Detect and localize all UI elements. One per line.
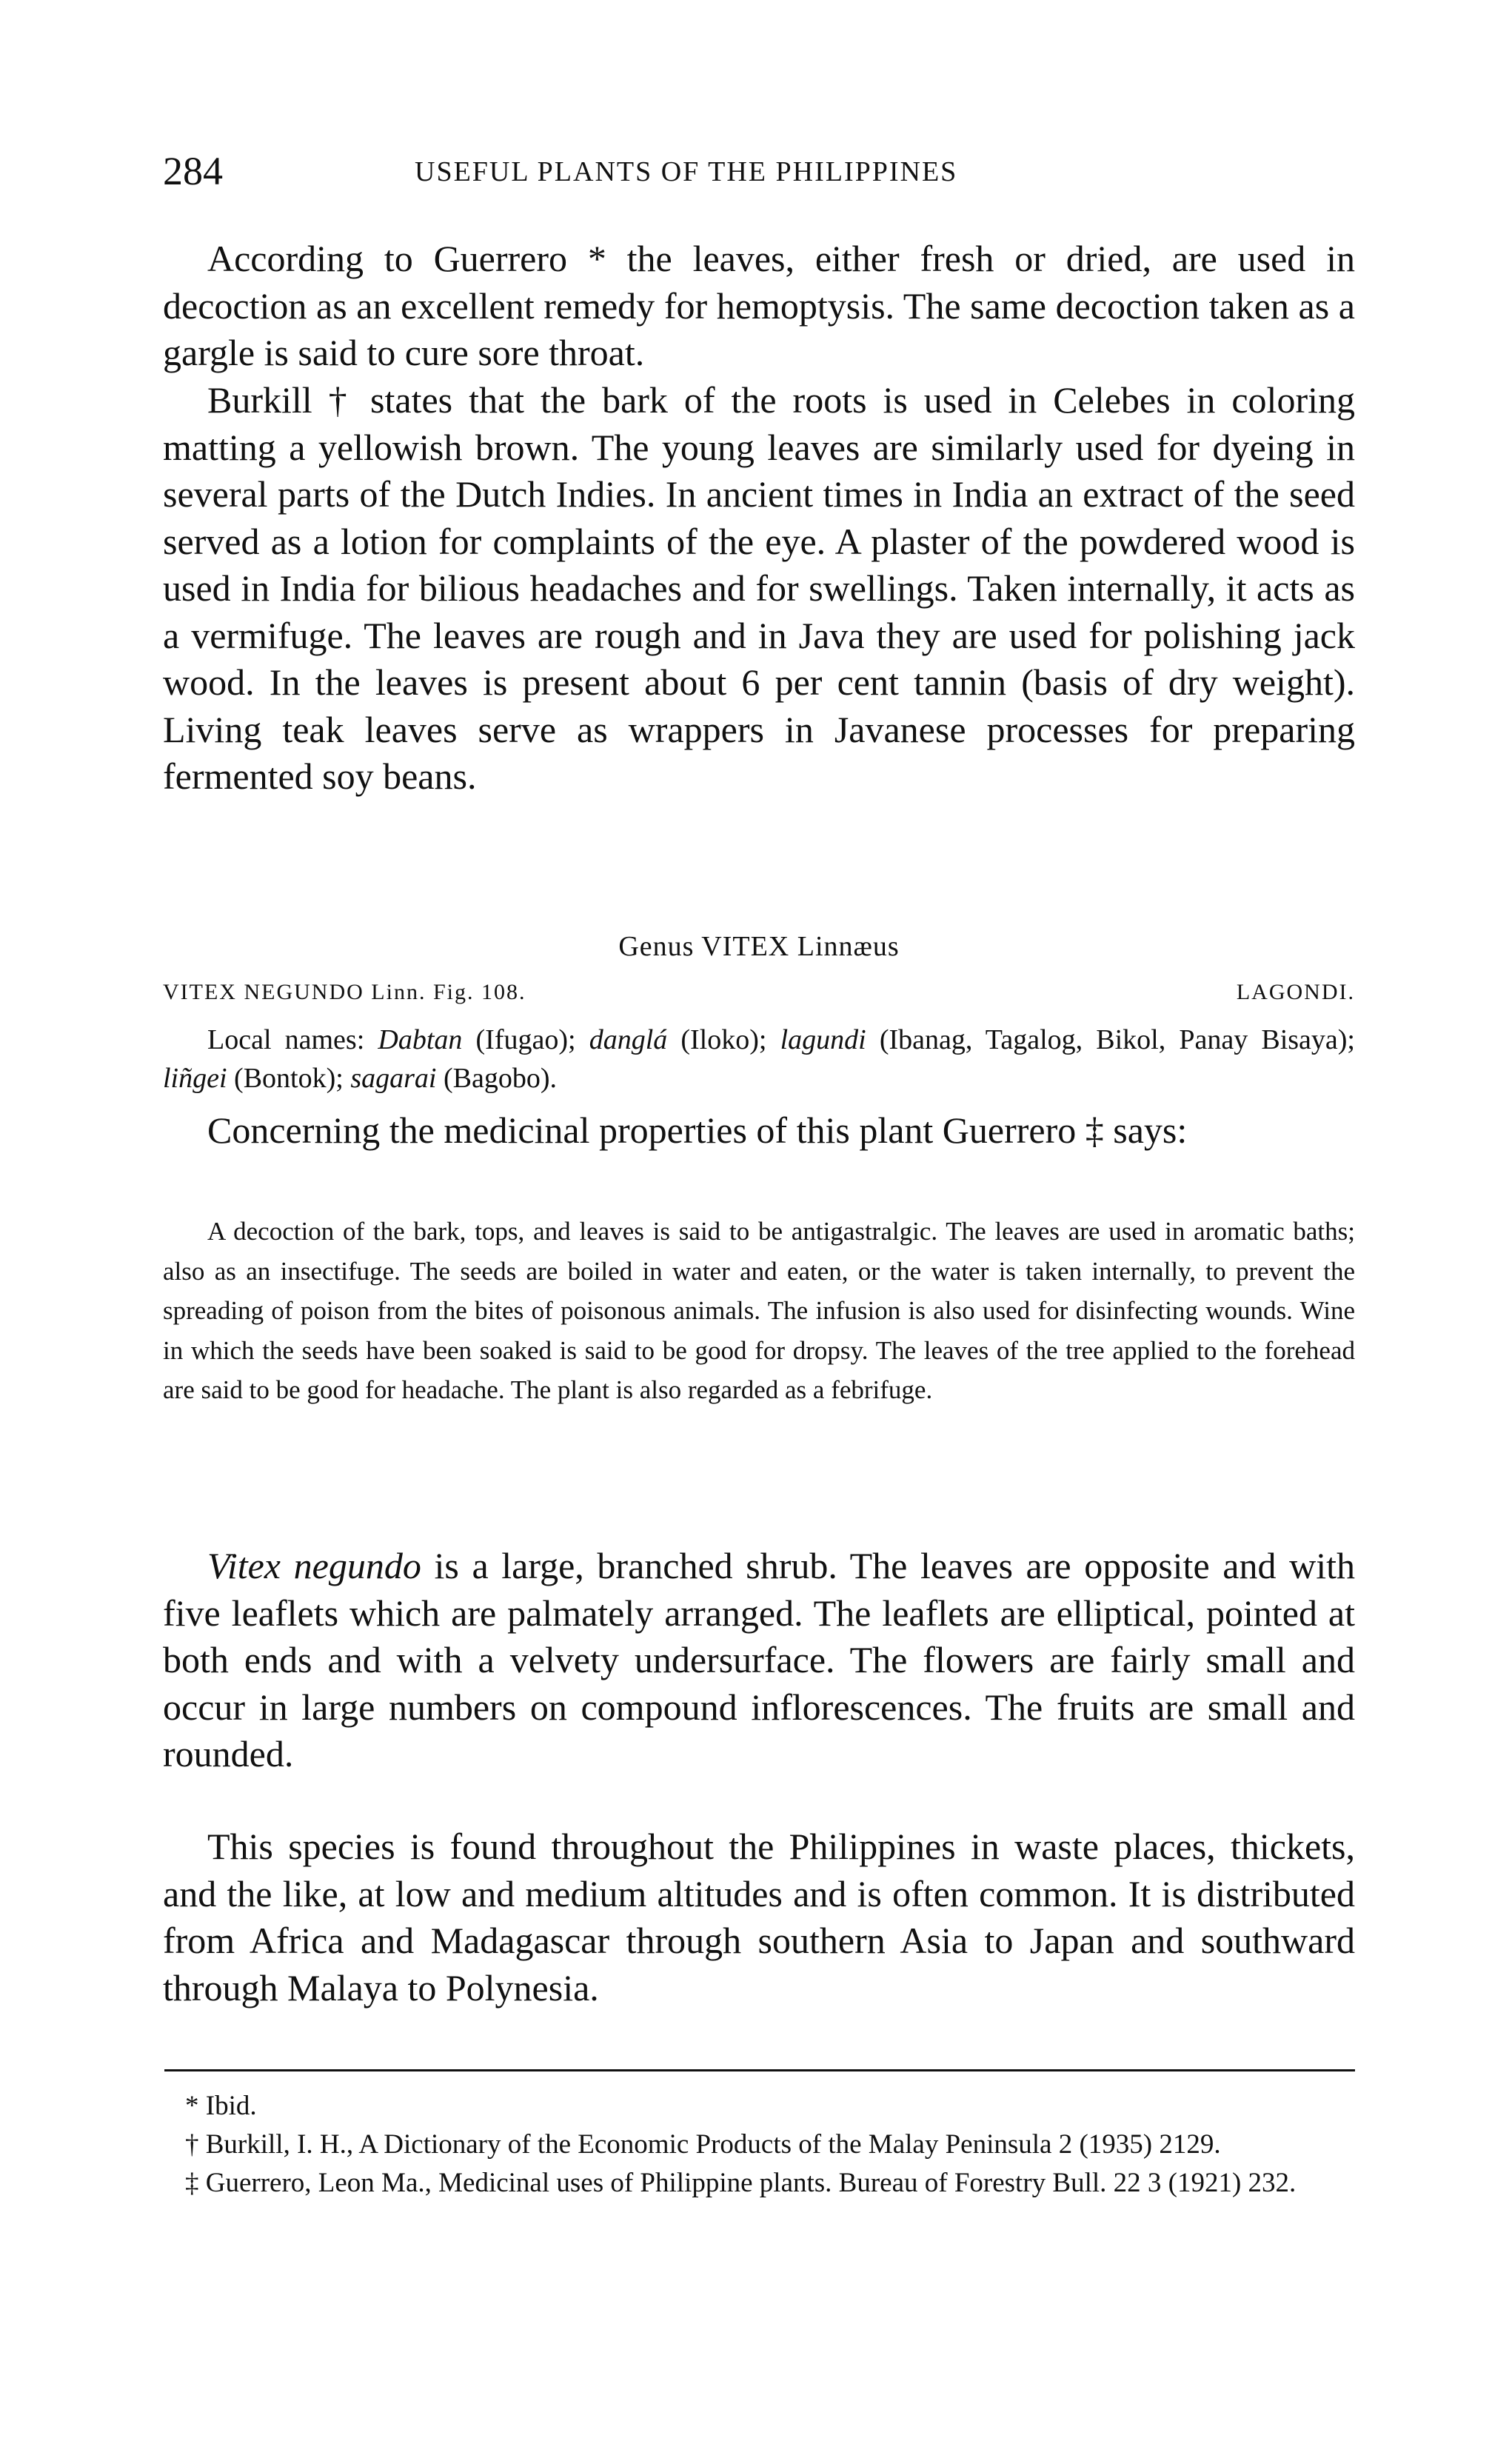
running-head: USEFUL PLANTS OF THE PHILIPPINES	[415, 156, 958, 187]
species-heading	[163, 980, 1355, 1009]
local-name: sagarai	[350, 1063, 437, 1094]
paragraph-text: Concerning the medicinal properties of this plant Guerrero ‡ says:	[207, 1109, 1188, 1151]
local-name: lagundi	[780, 1024, 866, 1055]
local-names	[163, 1021, 1355, 1098]
species-name: VITEX NEGUNDO Linn. Fig. 108.	[163, 980, 526, 1004]
local-name-region: (Ibanag, Tagalog, Bikol, Panay Bisaya);	[866, 1024, 1355, 1055]
paragraph-description	[163, 1543, 1355, 1778]
local-names-text	[163, 1021, 1355, 1098]
local-name: liñgei	[163, 1063, 227, 1094]
footnote-rule	[164, 2069, 1355, 2071]
page-number: 284	[163, 149, 223, 193]
footnote-burkill: † Burkill, I. H., A Dictionary of the Economic Products of the Malay Peninsula 2 (1935) 2129.	[185, 2129, 1221, 2160]
paragraph-text-rest: is a large, branched shrub. The leaves are opposite and with five leaflets which are palmately arranged. The leaflets are elliptical, pointed at both ends and with a velvety undersurface. The flowers are fairly small and occur in large numbers on compound inflorescences. The fruits are small and rounded.	[163, 1545, 1355, 1774]
local-name-region: (Ifugao);	[462, 1024, 589, 1055]
footnote-ibid: * Ibid.	[185, 2091, 257, 2121]
paragraph-text: According to Guerrero * the leaves, either fresh or dried, are used in decoction as an excellent remedy for hemoptysis. The same decoction taken as a gargle is said to cure sore throat.	[163, 238, 1355, 373]
local-name-region: (Bagobo).	[436, 1063, 557, 1094]
local-name-region: (Bontok);	[227, 1063, 351, 1094]
footnotes	[163, 2087, 1355, 2203]
quote-text: A decoction of the bark, tops, and leaves is said to be antigastralgic. The leaves are used in aromatic baths; also as an insectifuge. The seeds are boiled in water and eaten, or the water is taken internally, to prevent the spreading of poison from the bites of poisonous animals. The infusion is also used for disinfecting wounds. Wine in which the seeds have been soaked is said to be good for dropsy. The leaves of the tree applied to the forehead are said to be good for headache. The plant is also regarded as a febrifuge.	[163, 1217, 1355, 1404]
paragraph-distribution	[163, 1823, 1355, 2011]
paragraph-guerrero	[163, 236, 1355, 377]
local-name: Dabtan	[378, 1024, 463, 1055]
paragraph-text	[163, 1543, 1355, 1778]
paragraph-text: Burkill † states that the bark of the roots is used in Celebes in coloring matting a yellowish brown. The young leaves are similarly used for dyeing in several parts of the Dutch Indies. In ancient times in India an extract of the seed served as a lotion for complaints of the eye. A plaster of the powdered wood is used in India for bilious headaches and for swellings. Taken internally, it acts as a vermifuge. The leaves are rough and in Java they are used for polishing jack wood. In the leaves is present about 6 per cent tannin (basis of dry weight). Living teak leaves serve as wrappers in Javanese processes for preparing fermented soy beans.	[163, 379, 1355, 797]
block-quote	[163, 1212, 1355, 1410]
paragraph-concerning	[163, 1107, 1355, 1155]
genus-heading: Genus VITEX Linnæus	[618, 931, 900, 962]
paragraph-text: This species is found throughout the Philippines in waste places, thickets, and the like, at low and medium altitudes and is often common. It is distributed from Africa and Madagascar through southern Asia to Japan and southward through Malaya to Polynesia.	[163, 1826, 1355, 2009]
local-name: danglá	[589, 1024, 668, 1055]
local-name-region: (Iloko);	[667, 1024, 780, 1055]
paragraph-burkill	[163, 377, 1355, 801]
footnote-guerrero: ‡ Guerrero, Leon Ma., Medicinal uses of Philippine plants. Bureau of Forestry Bull. 22 3 (1921) 232.	[185, 2168, 1297, 2198]
local-names-lead: Local names:	[207, 1024, 378, 1055]
species-italic-name: Vitex negundo	[207, 1545, 421, 1586]
page-header	[163, 148, 1355, 207]
species-common-name: LAGONDI.	[1236, 980, 1355, 1004]
